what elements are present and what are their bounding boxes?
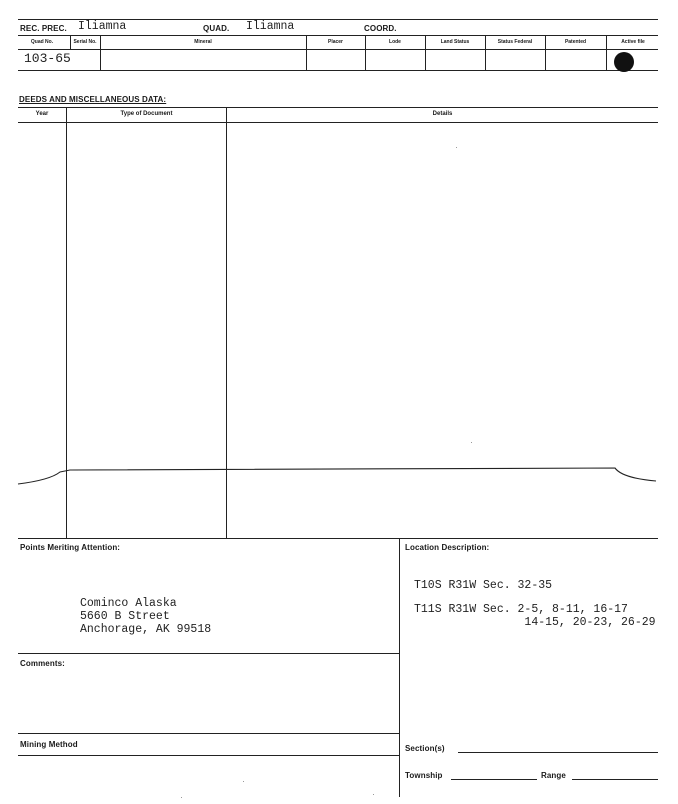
deeds-col-type: Type of Document: [120, 111, 173, 117]
col-land-status: Land Status: [440, 38, 470, 45]
rec-prec-label: REC. PREC.: [20, 24, 67, 33]
fold-line: [0, 460, 678, 490]
col-divider: [606, 35, 607, 70]
township-label: Township: [405, 771, 443, 780]
speck: [456, 147, 457, 148]
speck: [243, 781, 244, 782]
location-line: T10S R31W Sec. 32-35: [414, 579, 553, 592]
col-quad-no: Quad No.: [30, 38, 54, 45]
lower-center-divider: [399, 538, 400, 797]
col-status-federal: Status Federal: [497, 38, 533, 45]
deeds-title: DEEDS AND MISCELLANEOUS DATA:: [19, 95, 167, 104]
col-divider: [425, 35, 426, 70]
sections-label: Section(s): [405, 744, 445, 753]
location-line: T11S R31W Sec. 2-5, 8-11, 16-17: [414, 603, 628, 616]
col-patented: Patented: [564, 38, 587, 45]
deeds-header-top: [18, 107, 658, 108]
address-line: 5660 B Street: [80, 610, 170, 623]
rec-prec-value: Iliamna: [78, 20, 127, 33]
mining-underline: [18, 755, 399, 756]
record-row-bottom: [18, 70, 658, 71]
col-lode: Lode: [389, 38, 401, 45]
quad-value: Iliamna: [246, 20, 295, 33]
location-label: Location Description:: [405, 543, 490, 552]
township-field[interactable]: [451, 779, 537, 780]
comments-top: [18, 653, 399, 654]
quad-label: QUAD.: [203, 24, 230, 33]
address-line: Cominco Alaska: [80, 597, 177, 610]
location-line: 14-15, 20-23, 26-29: [414, 616, 656, 629]
range-field[interactable]: [572, 779, 658, 780]
comments-label: Comments:: [20, 659, 65, 668]
location-line: [414, 592, 656, 603]
deeds-col-year: Year: [35, 111, 49, 117]
deeds-col-details: Details: [432, 111, 453, 117]
speck: [373, 794, 374, 795]
col-serial-no: Serial No.: [73, 38, 97, 45]
col-placer: Placer: [327, 38, 343, 45]
points-label: Points Meriting Attention:: [20, 543, 121, 552]
points-address: [80, 597, 211, 636]
quad-number: 103-65: [24, 51, 71, 66]
location-text: [414, 579, 656, 629]
lower-top-border: [18, 538, 658, 539]
deeds-header-bottom: [18, 122, 658, 123]
col-divider: [485, 35, 486, 70]
address-line: Anchorage, AK 99518: [80, 623, 212, 636]
mining-label: Mining Method: [20, 740, 78, 749]
col-active-file: Active file: [621, 38, 645, 45]
speck: [471, 442, 472, 443]
sections-field[interactable]: [458, 752, 658, 753]
coord-label: COORD.: [364, 24, 397, 33]
speck: [181, 797, 182, 798]
mining-top: [18, 733, 399, 734]
range-label: Range: [541, 771, 566, 780]
active-file-marker: [614, 52, 634, 72]
header-band-bottom: [18, 49, 658, 50]
col-mineral: Mineral: [194, 38, 212, 45]
